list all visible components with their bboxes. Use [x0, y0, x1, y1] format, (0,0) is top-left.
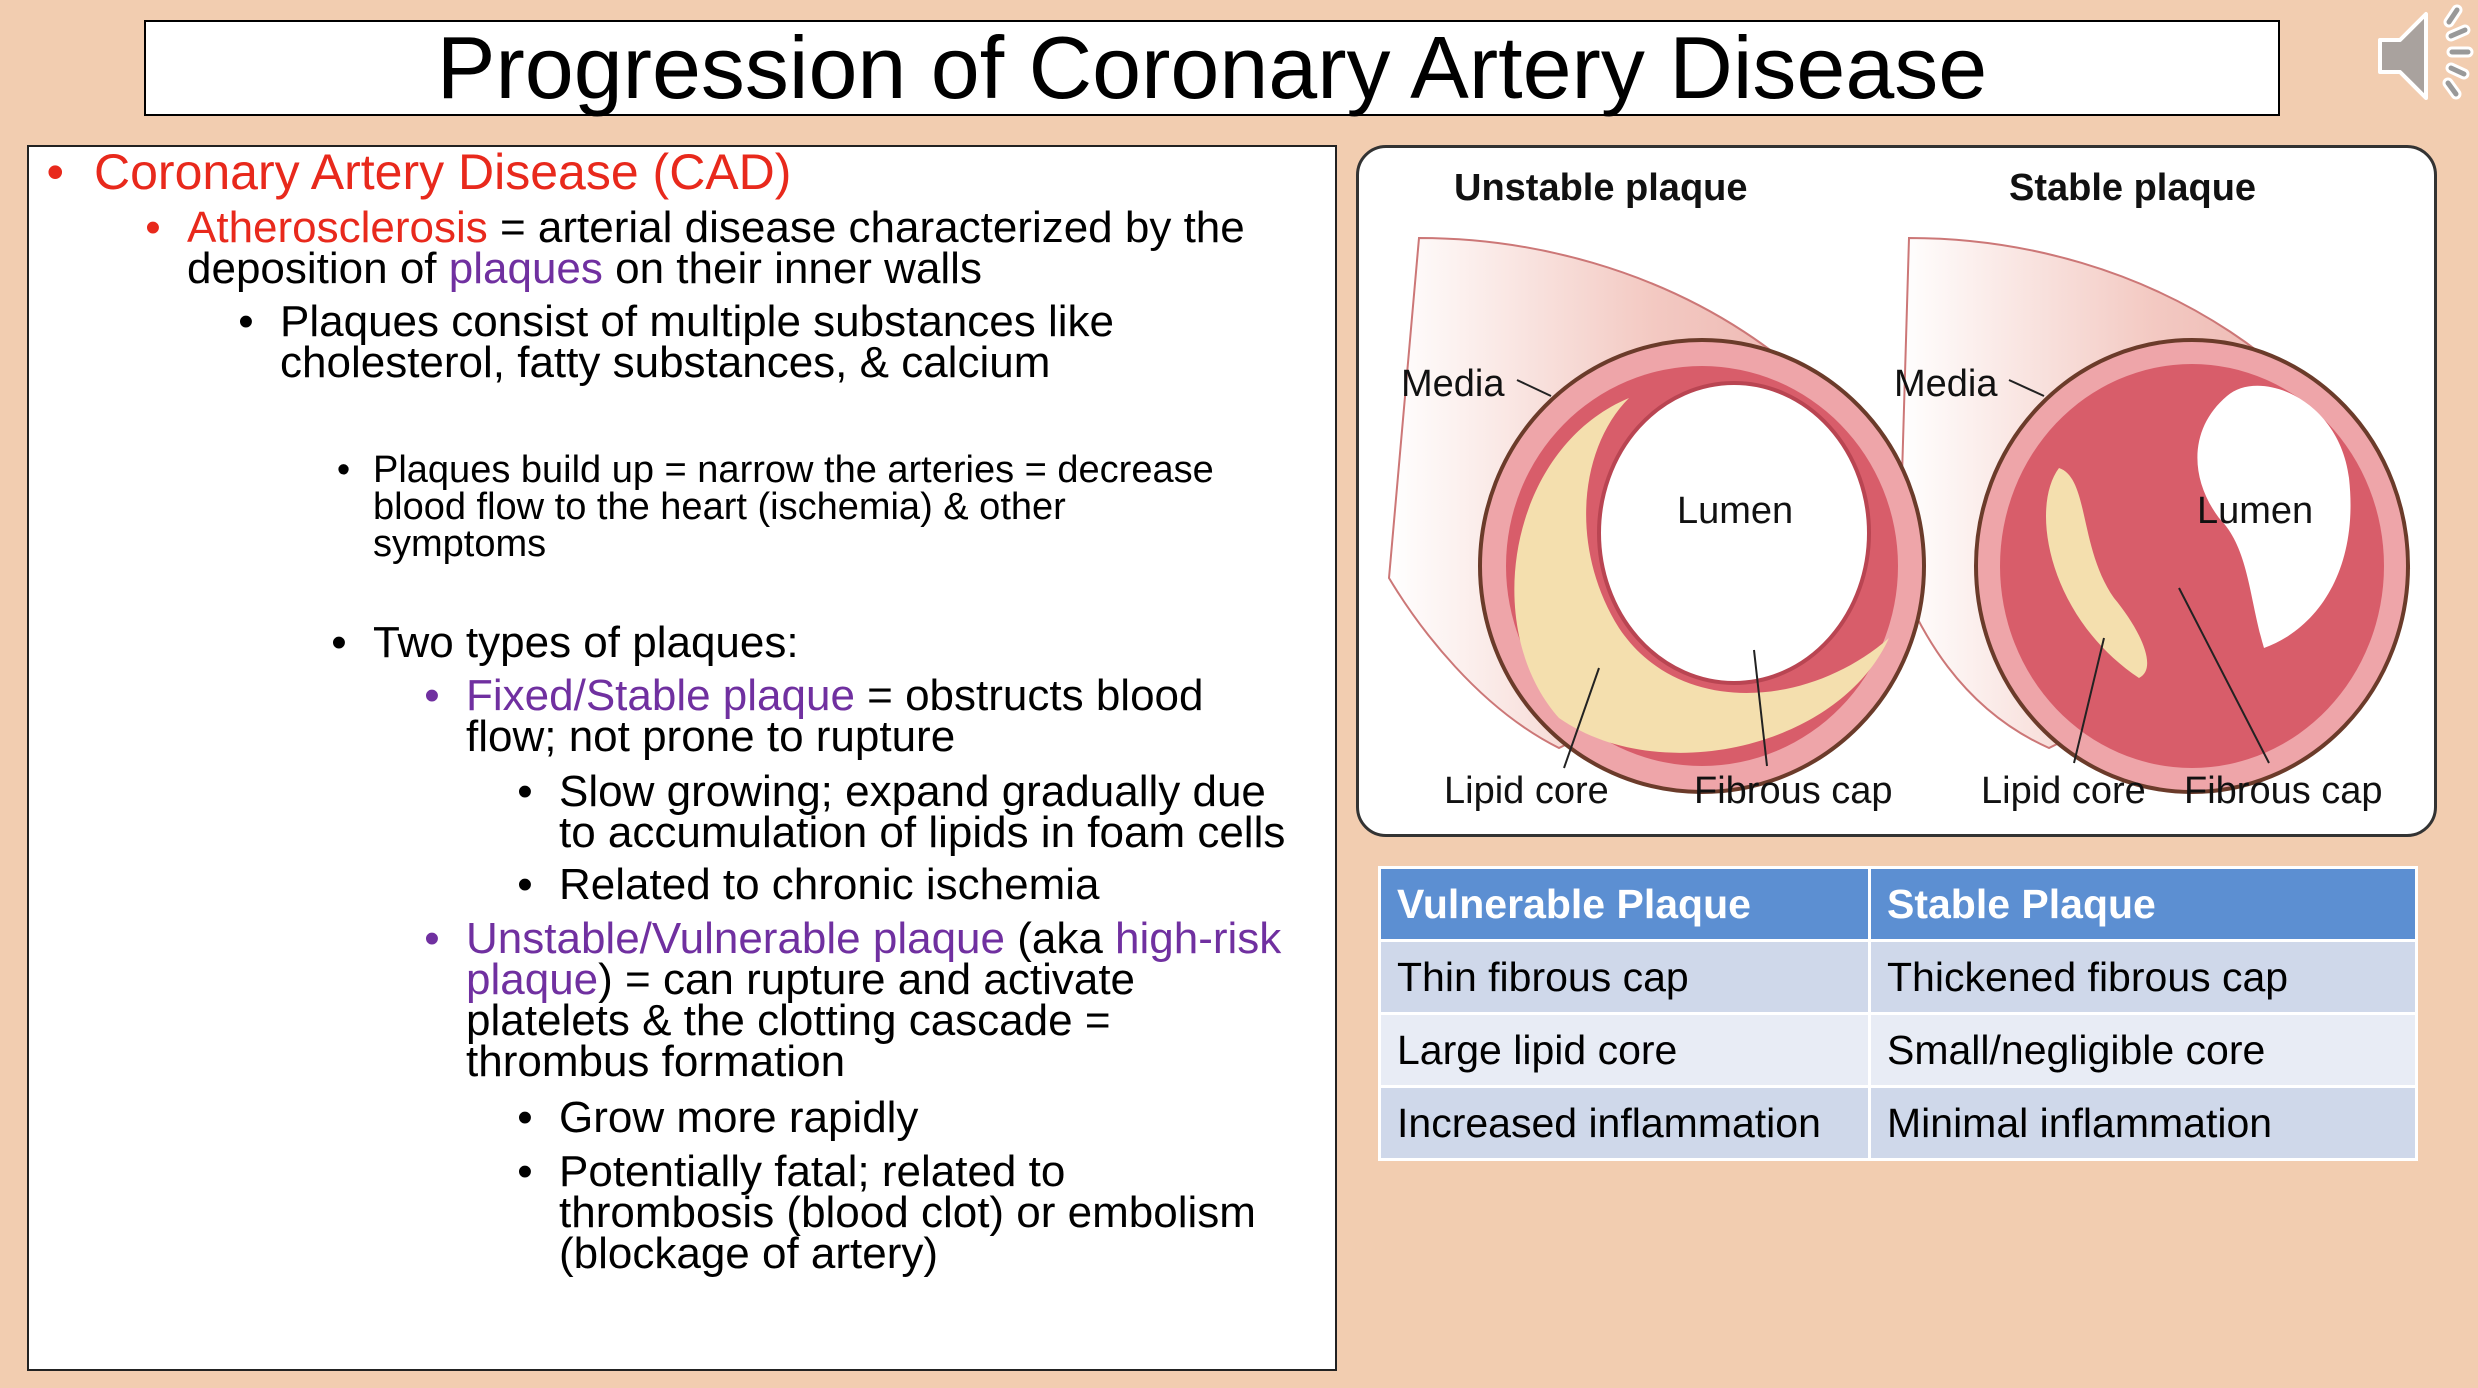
header-vulnerable: Vulnerable Plaque [1380, 868, 1870, 941]
stable-plaque-title: Stable plaque [2009, 167, 2257, 209]
table-row [1380, 1087, 2417, 1160]
label-lumen-stable: Lumen [2197, 490, 2314, 532]
content-textbox [27, 145, 1337, 1371]
bullet-chronic-ischemia: • Related to chronic ischemia [517, 860, 1100, 909]
bullet-potentially-fatal: • Potentially fatal; related to thrombosis (blood clot) or embolism (blockage of artery) [517, 1147, 1256, 1278]
bullet-unstable-plaque: • Unstable/Vulnerable plaque (aka high-risk plaque) = can rupture and activate platelets & the clotting cascade = thrombus formation [424, 914, 1282, 1086]
table-row [1380, 1014, 2417, 1087]
bullet-atherosclerosis: • Atherosclerosis = arterial disease characterized by the deposition of plaques on their inner walls [145, 203, 1245, 293]
speaker-icon[interactable] [2352, 0, 2478, 112]
bullet-two-types: • Two types of plaques: [331, 618, 799, 667]
bullet-grow-rapidly: • Grow more rapidly [517, 1093, 919, 1142]
label-lumen-unstable: Lumen [1677, 490, 1794, 532]
bullet-plaques-consist: • Plaques consist of multiple substances like cholesterol, fatty substances, & calcium [238, 297, 1114, 387]
bullet-slow-growing: • Slow growing; expand gradually due to accumulation of lipids in foam cells [517, 767, 1286, 857]
unstable-plaque-cross-section [1480, 340, 1924, 792]
table-cell: Thickened fibrous cap [1870, 941, 2417, 1014]
plaque-comparison-table [1378, 866, 2418, 1161]
plaque-diagram [1356, 145, 2437, 837]
unstable-plaque-title: Unstable plaque [1454, 167, 1748, 209]
label-fibrous-unstable: Fibrous cap [1694, 770, 1893, 812]
table-cell: Large lipid core [1380, 1014, 1870, 1087]
table-cell: Small/negligible core [1870, 1014, 2417, 1087]
slide-title: Progression of Coronary Artery Disease [144, 20, 2280, 116]
label-lipid-unstable: Lipid core [1444, 770, 1609, 812]
table-cell: Minimal inflammation [1870, 1087, 2417, 1160]
label-lipid-stable: Lipid core [1981, 770, 2146, 812]
bullet-plaques-build: • Plaques build up = narrow the arteries = decrease blood flow to the heart (ischemia) & other symptoms [336, 449, 1214, 565]
table-cell: Increased inflammation [1380, 1087, 1870, 1160]
label-media-unstable: Media [1401, 363, 1505, 405]
bullet-fixed-plaque: • Fixed/Stable plaque = obstructs blood flow; not prone to rupture [424, 671, 1204, 761]
label-media-stable: Media [1894, 363, 1998, 405]
table-cell: Thin fibrous cap [1380, 941, 1870, 1014]
bullet-cad: • Coronary Artery Disease (CAD) [46, 144, 792, 200]
header-stable: Stable Plaque [1870, 868, 2417, 941]
table-row [1380, 941, 2417, 1014]
stable-plaque-cross-section [1976, 340, 2408, 792]
label-fibrous-stable: Fibrous cap [2184, 770, 2383, 812]
